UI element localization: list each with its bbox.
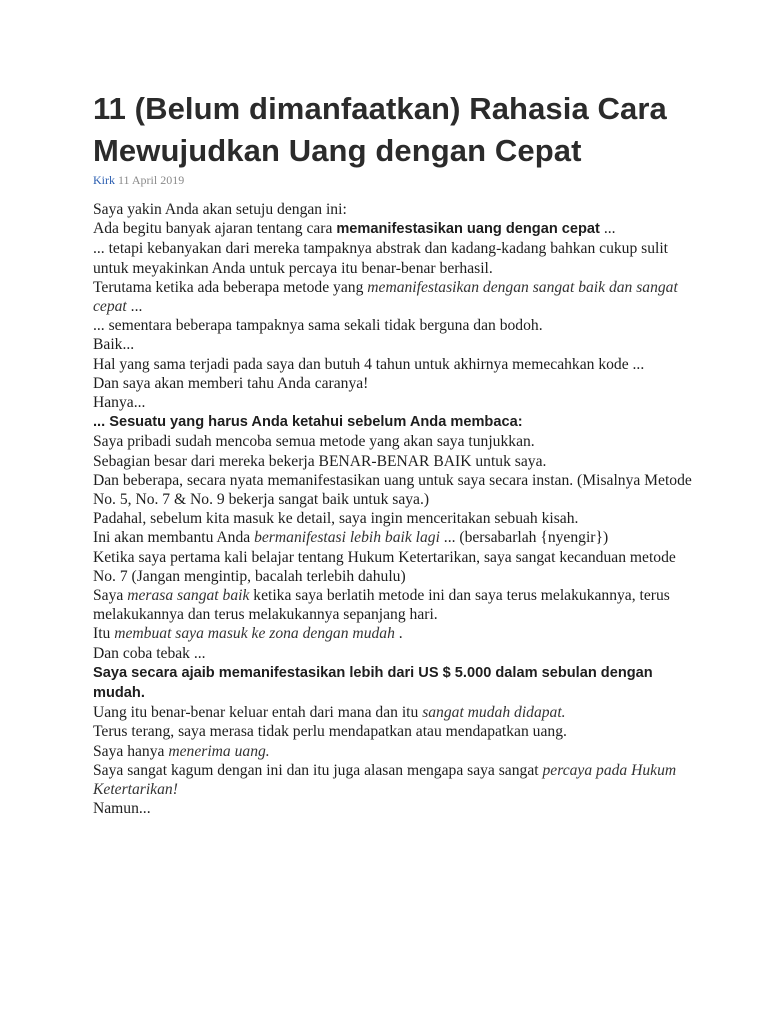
paragraph-text: Saya yakin Anda akan setuju dengan ini:: [93, 201, 347, 218]
paragraph-text: Namun...: [93, 800, 151, 818]
article: [93, 88, 693, 819]
bold-text: memanifestasikan uang dengan cepat: [336, 221, 600, 238]
article-title: 11 (Belum dimanfaatkan) Rahasia Cara Mewujudkan Uang dengan Cepat: [93, 91, 667, 168]
paragraph-text: Saya: [93, 587, 128, 605]
paragraph-text: Padahal, sebelum kita masuk ke detail, saya ingin menceritakan sebuah kisah.: [93, 510, 579, 528]
body-paragraph: [93, 412, 693, 432]
paragraph-text: ...: [599, 220, 616, 238]
paragraph-text: Ada begitu banyak ajaran tentang cara: [93, 220, 337, 238]
paragraph-text: Saya sangat kagum dengan ini dan itu juga alasan mengapa saya sangat: [93, 761, 543, 779]
body-paragraph: [93, 703, 693, 722]
paragraph-text: Sebagian besar dari mereka bekerja BENAR-BENAR BAIK untuk saya.: [93, 452, 547, 470]
body-paragraph: [93, 278, 693, 316]
body-paragraph: [93, 219, 693, 239]
paragraph-text: Hal yang sama terjadi pada saya dan butuh 4 tahun untuk akhirnya memecahkan kode ...: [93, 355, 645, 373]
body-paragraph: [93, 200, 693, 219]
article-body: [93, 200, 693, 819]
body-paragraph: [93, 548, 693, 586]
body-paragraph: [93, 471, 693, 509]
paragraph-text: ... tetapi kebanyakan dari mereka tampaknya abstrak dan kadang-kadang bahkan cukup sulit untuk meyakinkan Anda untuk percaya itu benar-benar berhasil.: [93, 240, 669, 277]
paragraph-text: Itu: [93, 625, 115, 643]
bold-text: Saya secara ajaib memanifestasikan lebih dari US $ 5.000 dalam sebulan dengan mudah.: [93, 664, 653, 702]
body-paragraph: [93, 742, 693, 761]
paragraph-text: Saya pribadi sudah mencoba semua metode yang akan saya tunjukkan.: [93, 433, 535, 451]
body-paragraph: [93, 335, 693, 354]
body-paragraph: [93, 586, 693, 624]
bold-text: ... Sesuatu yang harus Anda ketahui sebelum Anda membaca:: [93, 414, 523, 431]
italic-text: menerima uang.: [168, 742, 270, 760]
paragraph-text: Uang itu benar-benar keluar entah dari mana dan itu: [93, 704, 423, 722]
body-paragraph: [93, 663, 693, 703]
body-paragraph: [93, 644, 693, 663]
paragraph-text: Terus terang, saya merasa tidak perlu mendapatkan atau mendapatkan uang.: [93, 723, 567, 741]
paragraph-text: Baik...: [93, 336, 135, 354]
italic-text: percaya pada Hukum Ketertarikan!: [93, 761, 677, 799]
italic-text: memanifestasikan dengan sangat baik dan sangat cepat: [93, 278, 678, 316]
body-paragraph: [93, 355, 693, 374]
body-paragraph: [93, 452, 693, 471]
paragraph-text: Ketika saya pertama kali belajar tentang Hukum Ketertarikan, saya sangat kecanduan metode No. 7 (Jangan mengintip, bacalah terlebih dahulu): [93, 548, 676, 585]
paragraph-text: Dan saya akan memberi tahu Anda caranya!: [93, 374, 369, 392]
italic-text: merasa sangat baik: [127, 587, 250, 605]
italic-text: membuat saya masuk ke zona dengan mudah: [114, 625, 395, 643]
paragraph-text: Hanya...: [93, 394, 146, 412]
body-paragraph: [93, 761, 693, 799]
body-paragraph: [93, 374, 693, 393]
paragraph-text: ketika saya berlatih metode ini dan saya terus melakukannya, terus melakukannya dan terus melakukannya sepanjang hari.: [93, 587, 670, 624]
body-paragraph: [93, 393, 693, 412]
article-meta: [93, 173, 693, 188]
paragraph-text: .: [394, 625, 403, 643]
paragraph-text: Saya hanya: [93, 742, 169, 760]
body-paragraph: [93, 528, 693, 547]
publish-date: 11 April 2019: [118, 173, 185, 187]
italic-text: sangat mudah didapat.: [422, 704, 566, 722]
body-paragraph: [93, 799, 693, 818]
body-paragraph: [93, 722, 693, 741]
paragraph-text: Terutama ketika ada beberapa metode yang: [93, 278, 368, 296]
body-paragraph: [93, 432, 693, 451]
body-paragraph: [93, 239, 693, 277]
body-paragraph: [93, 316, 693, 335]
body-paragraph: [93, 624, 693, 643]
paragraph-text: ... sementara beberapa tampaknya sama sekali tidak berguna dan bodoh.: [93, 317, 543, 335]
paragraph-text: Dan beberapa, secara nyata memanifestasikan uang untuk saya secara instan. (Misalnya Metode No. 5, No. 7 & No. 9 bekerja sangat baik untuk saya.): [93, 471, 692, 509]
paragraph-text: ... (bersabarlah {nyengir}): [439, 529, 609, 547]
italic-text: bermanifestasi lebih baik lagi: [254, 529, 440, 547]
author-link[interactable]: Kirk: [93, 173, 115, 187]
paragraph-text: Dan coba tebak ...: [93, 644, 206, 662]
paragraph-text: ...: [126, 298, 143, 316]
body-paragraph: [93, 509, 693, 528]
paragraph-text: Ini akan membantu Anda: [93, 529, 255, 547]
